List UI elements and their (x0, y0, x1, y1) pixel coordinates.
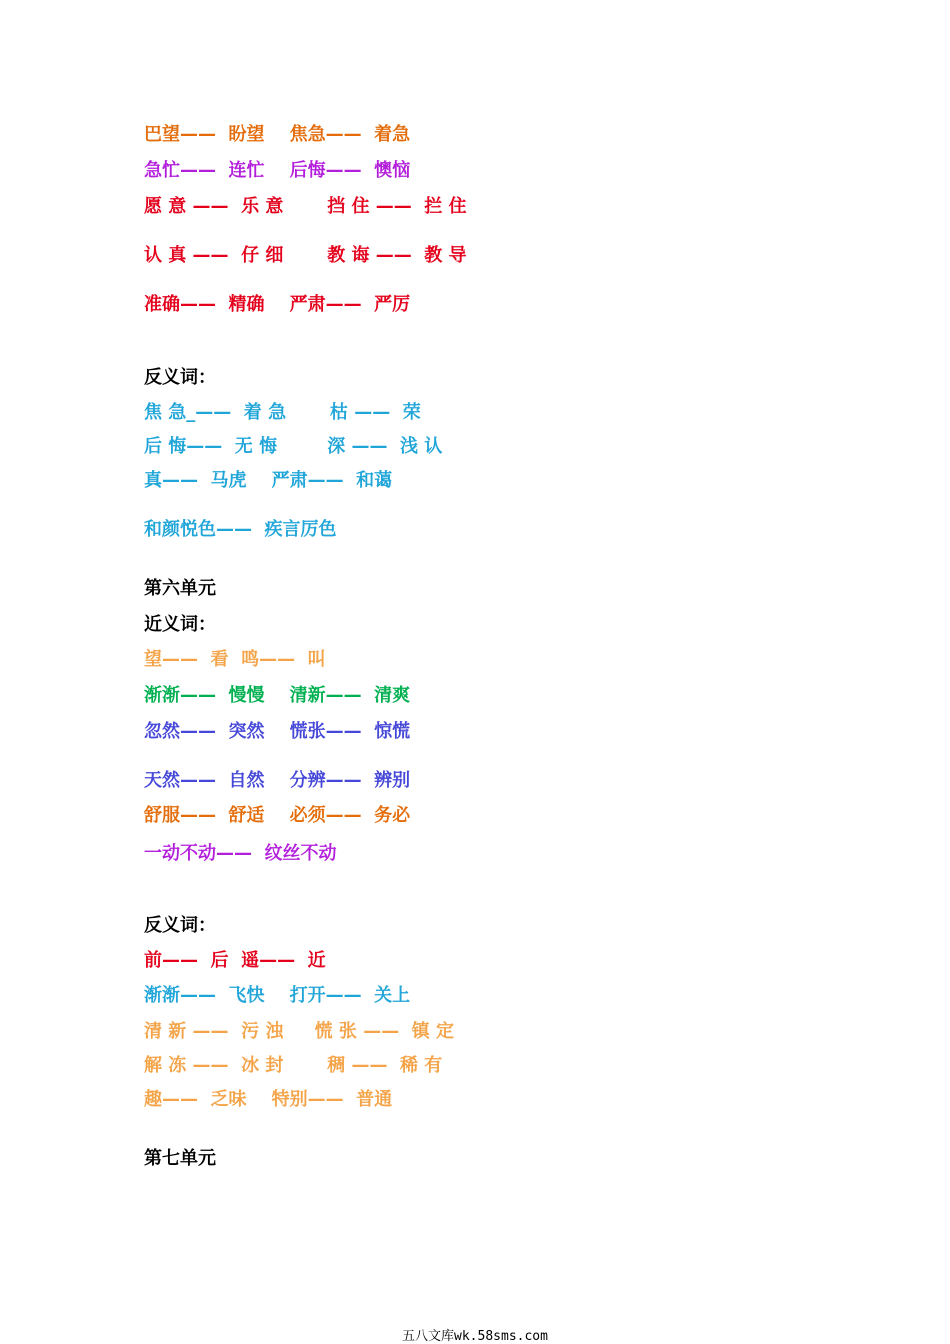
section-heading-antonyms-2: 反义词： (144, 915, 216, 936)
line-4: 认 真 —— 仔 细 教 诲 —— 教 导 (144, 245, 467, 266)
line-15: 忽然—— 突然 慌张—— 惊慌 (144, 721, 411, 742)
unit-heading-7: 第七单元 (144, 1148, 216, 1169)
section-heading-antonyms: 反义词： (144, 367, 216, 388)
section-heading-synonyms: 近义词： (144, 614, 216, 635)
line-3: 愿 意 —— 乐 意 挡 住 —— 拦 住 (144, 196, 467, 217)
line-13: 望—— 看 鸣—— 叫 (144, 649, 326, 670)
line-21: 渐渐—— 飞快 打开—— 关上 (144, 985, 411, 1006)
line-2: 急忙—— 连忙 后悔—— 懊恼 (144, 160, 411, 181)
line-8: 后 悔—— 无 悔 深 —— 浅 认 (144, 436, 443, 457)
line-16: 天然—— 自然 分辨—— 辨别 (144, 770, 411, 791)
line-7: 焦 急_—— 着 急 枯 —— 荣 (144, 402, 421, 423)
line-1: 巴望—— 盼望 焦急—— 着急 (144, 124, 411, 145)
unit-heading-6: 第六单元 (144, 578, 216, 599)
line-9: 真—— 马虎 严肃—— 和蔼 (144, 470, 393, 491)
line-10: 和颜悦色—— 疾言厉色 (144, 519, 337, 540)
line-23: 解 冻 —— 冰 封 稠 —— 稀 有 (144, 1055, 443, 1076)
line-24: 趣—— 乏味 特别—— 普通 (144, 1089, 393, 1110)
line-5: 准确—— 精确 严肃—— 严厉 (144, 294, 411, 315)
line-20: 前—— 后 遥—— 近 (144, 950, 326, 971)
footer-watermark: 五八文库wk.58sms.com (402, 1329, 548, 1344)
line-22: 清 新 —— 污 浊 慌 张 —— 镇 定 (144, 1021, 454, 1042)
line-18: 一动不动—— 纹丝不动 (144, 843, 337, 864)
line-17: 舒服—— 舒适 必须—— 务必 (144, 805, 411, 826)
line-14: 渐渐—— 慢慢 清新—— 清爽 (144, 685, 411, 706)
